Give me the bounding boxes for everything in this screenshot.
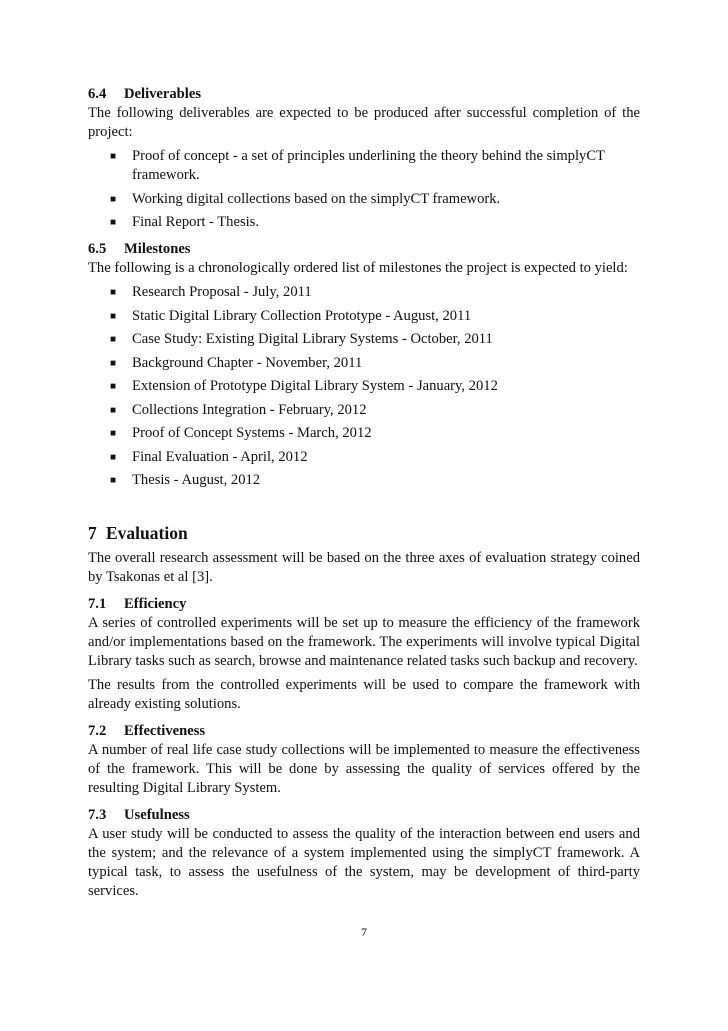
list-item xyxy=(88,213,640,232)
list-item-text: Final Report - Thesis. xyxy=(132,214,260,230)
heading-number: 6.4 xyxy=(88,86,107,102)
list-item-text: Static Digital Library Collection Prototype - August, 2011 xyxy=(132,307,472,324)
heading-number: 7 xyxy=(88,523,97,543)
list-item xyxy=(88,354,640,373)
heading-title: Efficiency xyxy=(124,596,187,612)
heading-number: 7.3 xyxy=(88,807,107,823)
list-item xyxy=(88,377,640,396)
heading-7 xyxy=(88,522,640,544)
bullet-icon: ■ xyxy=(110,357,117,369)
list-item-text: Thesis - August, 2012 xyxy=(132,472,261,488)
bullet-icon: ■ xyxy=(110,287,117,298)
heading-title: Usefulness xyxy=(124,807,190,823)
evaluation-intro: The overall research assessment will be based on the three axes of evaluation strategy coined by Tsakonas et al [3]. xyxy=(88,550,640,585)
efficiency-paragraph-1: A series of controlled experiments will be set up to measure the efficiency of the framework and/or implementations based on the framework. The experiments will involve typical Digital Library tasks such as search, browse and maintenance related tasks such backup and recovery. xyxy=(88,615,640,669)
bullet-icon: ■ xyxy=(110,193,117,205)
heading-number: 6.5 xyxy=(88,241,107,257)
bullet-icon: ■ xyxy=(110,451,117,463)
heading-title: Deliverables xyxy=(124,86,202,102)
heading-number: 7.2 xyxy=(88,723,107,739)
list-item xyxy=(88,307,640,326)
heading-title: Milestones xyxy=(124,241,191,257)
usefulness-paragraph: A user study will be conducted to assess the quality of the interaction between end users and the system; and the relevance of a system implemented using the simplyCT framework. A typical task, to assess the usefulness of the system, may be development of third-party services. xyxy=(88,826,640,899)
heading-6-5 xyxy=(88,240,640,259)
effectiveness-paragraph: A number of real life case study collections will be implemented to measure the effectiveness of the framework. This will be done by assessing the quality of services offered by the resulting Digital Library System. xyxy=(88,742,640,796)
heading-7-3 xyxy=(88,806,640,825)
heading-title: Effectiveness xyxy=(124,723,206,739)
deliverables-list xyxy=(88,147,640,232)
efficiency-paragraph-2: The results from the controlled experiments will be used to compare the framework with already existing solutions. xyxy=(88,677,640,712)
bullet-icon: ■ xyxy=(110,475,117,486)
list-item xyxy=(88,424,640,443)
list-item-text: Collections Integration - February, 2012 xyxy=(132,401,367,418)
bullet-icon: ■ xyxy=(110,217,117,228)
milestones-list xyxy=(88,283,640,490)
list-item-text: Extension of Prototype Digital Library System - January, 2012 xyxy=(132,378,498,394)
page-content xyxy=(88,85,640,901)
list-item xyxy=(88,190,640,209)
list-item-text: Background Chapter - November, 2011 xyxy=(132,354,363,371)
list-item-text: Research Proposal - July, 2011 xyxy=(132,284,312,300)
deliverables-intro: The following deliverables are expected to be produced after successful completion of the project: xyxy=(88,105,640,140)
list-item-text: Final Evaluation - April, 2012 xyxy=(132,448,308,465)
list-item xyxy=(88,283,640,302)
bullet-icon: ■ xyxy=(110,151,117,162)
heading-7-1 xyxy=(88,595,640,614)
list-item-text: Case Study: Existing Digital Library Systems - October, 2011 xyxy=(132,331,493,347)
heading-title: Evaluation xyxy=(106,523,188,543)
list-item xyxy=(88,147,640,185)
bullet-icon: ■ xyxy=(110,334,117,345)
list-item-text: Proof of Concept Systems - March, 2012 xyxy=(132,425,372,441)
list-item xyxy=(88,330,640,349)
heading-6-4 xyxy=(88,85,640,104)
bullet-icon: ■ xyxy=(110,428,117,439)
heading-number: 7.1 xyxy=(88,596,107,612)
bullet-icon: ■ xyxy=(110,381,117,392)
bullet-icon: ■ xyxy=(110,310,117,322)
list-item xyxy=(88,471,640,490)
list-item-text: Proof of concept - a set of principles underlining the theory behind the simplyCT framework. xyxy=(132,148,605,183)
list-item-text: Working digital collections based on the simplyCT framework. xyxy=(132,190,501,207)
list-item xyxy=(88,448,640,467)
bullet-icon: ■ xyxy=(110,404,117,416)
page-number: 7 xyxy=(361,925,367,939)
heading-7-2 xyxy=(88,722,640,741)
list-item xyxy=(88,401,640,420)
milestones-intro: The following is a chronologically ordered list of milestones the project is expected to yield: xyxy=(88,260,628,276)
